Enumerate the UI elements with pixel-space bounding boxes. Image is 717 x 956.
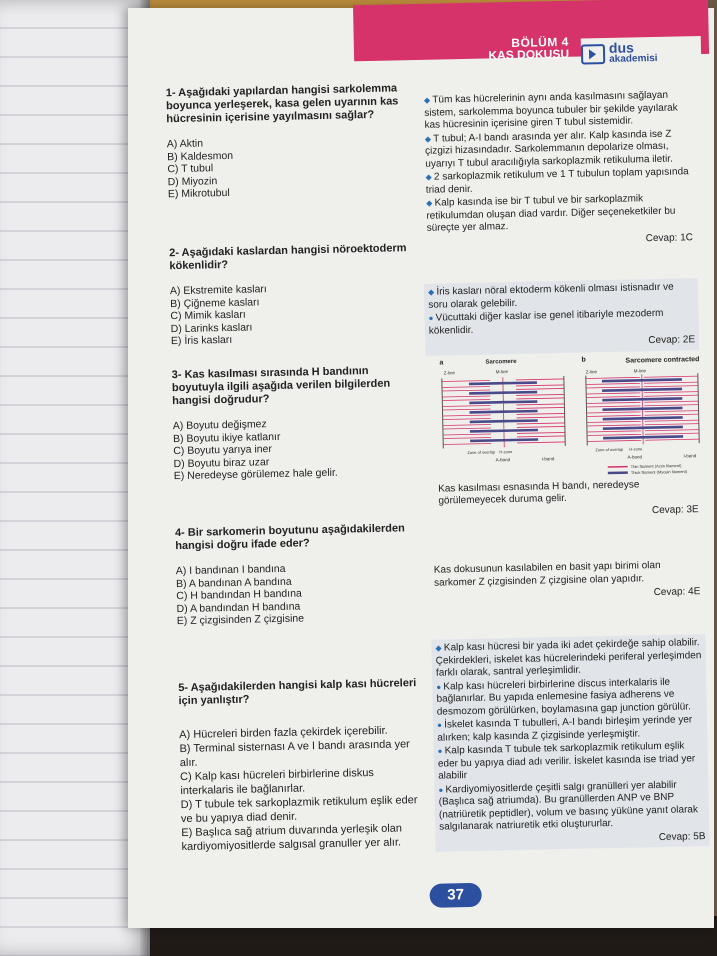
- thin-filament: [442, 387, 490, 388]
- thin-filament: [586, 402, 640, 403]
- thin-filament: [587, 412, 641, 413]
- z-line: [442, 379, 443, 449]
- thin-filament: [645, 430, 699, 431]
- option: E) Mikrotubul: [167, 186, 230, 201]
- question-2: [169, 242, 421, 348]
- legend-thick-label: Thick filament (Myosin filament): [630, 468, 688, 476]
- thick-filament: [470, 430, 538, 431]
- answer-key: Cevap: 5B: [658, 830, 706, 843]
- thick-filament: [603, 408, 683, 410]
- answer-line: ◆ Tüm kas hücrelerinin aynı anda kasılmasını sağlayan sistem, sarkolemma boyunca tubuler bir şekilde yayılarak kas hücresinin içerisine giren T tubul sistemidir.: [424, 89, 691, 132]
- sarcomere-diagram: [435, 351, 708, 487]
- answer-1: [420, 86, 697, 253]
- thin-filament: [442, 396, 490, 397]
- m-line-label-b: M-line: [633, 368, 647, 374]
- thin-filament: [586, 383, 640, 384]
- thick-filament: [603, 417, 683, 419]
- play-icon: [581, 44, 605, 64]
- question-title: 2- Aşağıdaki kaslardan hangisi nöroektoderm kökenlidir?: [169, 242, 407, 273]
- thin-filament: [644, 382, 698, 383]
- thick-filament: [602, 379, 682, 381]
- thin-filament: [516, 407, 564, 408]
- sarcomere-relaxed: [442, 376, 565, 449]
- answer-line: ● Kalp kasında T tubule tek sarkoplazmik retikulum eşlik eder bu yapıya diad adı verilir. İskelet kasında ise triad yer alabilir: [438, 740, 705, 783]
- z-line-label-b: Z-line: [585, 369, 598, 375]
- thin-filament: [443, 437, 491, 438]
- question-title: 4- Bir sarkomerin boyutunu aşağıdakilerden hangisi doğru ifade eder?: [174, 522, 405, 553]
- sarcomere-contracted: [586, 373, 699, 445]
- thin-filament: [644, 392, 698, 393]
- thin-filament: [645, 411, 699, 412]
- logo-bottom: akademisi: [609, 52, 658, 65]
- thin-filament: [517, 436, 565, 437]
- thin-filament: [586, 396, 640, 397]
- thin-filament: [645, 420, 699, 421]
- thin-filament: [443, 418, 491, 419]
- answer-key: Cevap: 1C: [645, 231, 694, 244]
- thick-filament: [469, 402, 537, 403]
- answer-key: Cevap: 2E: [648, 334, 696, 347]
- thin-filament: [517, 413, 565, 414]
- thin-filament: [517, 442, 565, 443]
- thin-filament: [443, 424, 491, 425]
- thick-filament: [470, 421, 538, 422]
- option: D) Boyutu biraz uzar: [173, 455, 270, 470]
- option: C) Boyutu yarıya iner: [173, 443, 273, 458]
- question-title: 1- Aşağıdaki yapılardan hangisi sarkolemma boyunca yerleşerek, kasa gelen uyarının kas hücresinin içerisine yayılmasını sağlar?: [165, 82, 399, 126]
- thin-filament: [517, 417, 565, 418]
- thick-filament: [602, 389, 682, 391]
- option: A) Hücreleri birden fazla çekirdek içerebilir.: [179, 724, 388, 742]
- option: B) Boyutu ikiye katlanır: [172, 430, 281, 445]
- thick-filament: [469, 392, 537, 393]
- thin-filament: [443, 415, 491, 416]
- z-line: [698, 373, 699, 443]
- option: A) Boyutu değişmez: [172, 418, 267, 433]
- thin-filament: [516, 404, 564, 405]
- chapter-subject: KAS DOKUSU: [488, 46, 570, 63]
- thick-filament: [603, 436, 683, 438]
- thin-filament: [516, 388, 564, 389]
- overlap-label-a: Zone of overlap: [467, 449, 496, 455]
- thin-filament: [517, 423, 565, 424]
- z-line: [564, 376, 565, 446]
- option: A) Ekstremite kasları: [169, 283, 267, 298]
- thick-filament: [470, 440, 538, 441]
- answer-line: ◆ Kalp kası hücresi bir yada iki adet çekirdeğe sahip olabilir. Çekirdekleri, iskelet kas hücrelerindeki periferal yerleşimden farklı olarak, santral yerleşimlidir.: [435, 637, 702, 680]
- answer-text: Kas kasılması esnasında H bandı, neredeyse görülemeyecek duruma gelir.: [438, 479, 640, 507]
- z-line: [586, 375, 587, 445]
- option: D) Larinks kasları: [170, 320, 253, 335]
- thin-filament: [442, 381, 490, 382]
- thin-filament: [644, 405, 698, 406]
- option: D) T tubule tek sarkoplazmik retikulum eşlik eder ve bu yapıya diad denir.: [180, 794, 418, 826]
- answer-text: Kas dokusunun kasılabilen en basit yapı birimi olan sarkomer Z çizgisinden Z çizgisine olan yapıdır.: [433, 559, 661, 589]
- thin-filament: [587, 431, 641, 432]
- answer-line: ◆ 2 sarkoplazmik retikulum ve 1 T tubulun toplam yapısında triad denir.: [425, 166, 691, 197]
- thin-filament: [442, 390, 490, 391]
- h-zone-label-b: H-zone: [629, 446, 643, 452]
- a-band-label-b: A-band: [627, 454, 643, 460]
- answer-3: [438, 478, 699, 521]
- thin-filament: [516, 385, 564, 386]
- answer-line: ● İskelet kasında T tubulleri, A-I bandı birleşim yerinde yer alırken; kalp kasında Z çizgisinde yerleşmiştir.: [437, 714, 703, 745]
- option: B) Kaldesmon: [166, 149, 234, 163]
- thin-filament: [587, 440, 641, 441]
- thin-filament: [586, 393, 640, 394]
- thin-filament: [516, 379, 564, 380]
- answer-key: Cevap: 3E: [651, 504, 699, 517]
- panel-a-label: a: [439, 359, 444, 367]
- thin-filament: [644, 386, 698, 387]
- thin-filament: [644, 401, 698, 402]
- option: E) Neredeyse görülemez hale gelir.: [173, 466, 338, 483]
- panel-b-label: b: [581, 356, 586, 364]
- option: E) Başlıca sağ atrium duvarında yerleşik olan kardiyomiyositlerde salgısal granuller yer alır.: [181, 822, 403, 854]
- thin-filament: [517, 426, 565, 427]
- option: C) T tubul: [167, 162, 214, 176]
- page-content: [128, 0, 717, 928]
- question-5: [178, 677, 432, 854]
- option: C) Kalp kası hücreleri birbirlerine diskus interkalaris ile bağlanırlar.: [179, 767, 374, 798]
- thin-filament: [587, 421, 641, 422]
- thin-filament: [443, 428, 491, 429]
- thin-filament: [443, 443, 491, 444]
- answer-4: [430, 556, 705, 607]
- thin-filament: [644, 395, 698, 396]
- thin-filament: [645, 433, 699, 434]
- option: C) H bandından H bandına: [176, 587, 302, 603]
- question-title: 5- Aşağıdakilerden hangisi kalp kası hücreleri için yanlıştır?: [178, 677, 417, 708]
- thin-filament: [587, 425, 641, 426]
- option: B) Çiğneme kasları: [170, 295, 260, 310]
- thin-filament: [586, 406, 640, 407]
- thin-filament: [442, 405, 490, 406]
- answer-line: ● Vücuttaki diğer kaslar ise genel itibariyle mezoderm kökenlidir.: [428, 307, 694, 338]
- thick-filament: [470, 411, 538, 412]
- answer-2: [424, 278, 699, 355]
- thin-filament: [442, 409, 490, 410]
- answer-5: [431, 634, 709, 852]
- option: A) Aktin: [166, 137, 204, 151]
- thin-filament: [644, 376, 698, 377]
- thin-filament: [645, 439, 699, 440]
- thin-filament: [645, 424, 699, 425]
- thin-filament: [586, 377, 640, 378]
- panel-b-title: Sarcomere contracted: [625, 356, 700, 365]
- thin-filament: [517, 432, 565, 433]
- option: E) Z çizgisinden Z çizgisine: [176, 612, 305, 628]
- option: A) I bandınan I bandına: [175, 562, 286, 578]
- m-line-label-a: M-line: [495, 369, 509, 375]
- thin-filament: [516, 398, 564, 399]
- publisher-logo: [581, 36, 702, 71]
- thin-filament: [442, 399, 490, 400]
- answer-key: Cevap: 4E: [653, 586, 701, 599]
- i-band-label-b: I-band: [683, 453, 697, 459]
- i-band-label-a: I-band: [541, 456, 555, 462]
- thick-filament: [469, 383, 537, 384]
- h-zone-label-a: H-zone: [499, 449, 513, 455]
- option: C) Mimik kasları: [170, 308, 246, 323]
- option: D) Miyozin: [167, 174, 218, 188]
- thin-filament: [587, 415, 641, 416]
- question-4: [175, 522, 427, 628]
- answer-line: ◆ T tubul; A-I bandı arasında yer alır. Kalp kasında ise Z çizgizi hizasındadır. Sarkolemmanın depolarize olması, uyarıyı T tubul aracılığıyla sarkoplazmik retikuluma iletir.: [425, 128, 692, 171]
- thin-filament: [516, 394, 564, 395]
- panel-a-title: Sarcomere: [485, 358, 517, 366]
- answer-line: ● Kardiyomiyositlerde çeşitli salgı granülleri yer alabilir (Başlıca sağ atriumda). Bu granüllerden ANP ve BNP (natriüretik peptidler), volum ve basınç yüküne yanıt olarak salgılanarak natriuretik etki oluştururlar.: [438, 779, 705, 835]
- thin-filament: [587, 434, 641, 435]
- chapter-number: BÖLÜM 4: [511, 34, 569, 50]
- thick-filament: [602, 398, 682, 400]
- option: E) İris kasları: [170, 333, 233, 348]
- page-number: 37: [429, 883, 481, 908]
- option: D) A bandından H bandına: [176, 600, 301, 615]
- question-1: [166, 82, 418, 201]
- option: B) A bandınan A bandına: [175, 575, 292, 590]
- answer-line: ● Kalp kası hücreleri birbirlerine discus interkalaris ile bağlanırlar. Bu yapıda enlemesine fasiya adherens ve desmozom görülürken, boylamasına gap junction görülür.: [436, 676, 703, 719]
- a-band-label-a: A-band: [495, 457, 511, 463]
- thin-filament: [586, 387, 640, 388]
- thin-filament: [443, 434, 491, 435]
- thick-filament: [603, 427, 683, 429]
- logo-top: dus: [608, 39, 634, 56]
- z-line-label-a: Z-line: [443, 370, 456, 376]
- answer-line: ◆ Kalp kasında ise bir T tubul ve bir sarkoplazmik retikulumdan oluşan diad vardır. Diğer seçeneketkiler bu süreçte yer almaz.: [426, 192, 693, 235]
- answer-line: ◆ İris kasları nöral ektoderm kökenli olması istisnadır ve soru olarak gelebilir.: [428, 281, 694, 312]
- thin-filament: [645, 414, 699, 415]
- question-3: [172, 364, 424, 483]
- legend-thin-label: Thin filament (Actin filament): [630, 463, 682, 470]
- overlap-label-b: Zone of overlap: [595, 446, 624, 453]
- question-title: 3- Kas kasılması sırasında H bandının boyutuyla ilgili aşağıda verilen bilgilerden hangisi doğrudur?: [171, 365, 391, 408]
- option: B) Terminal sisternası A ve I bandı arasında yer alır.: [179, 738, 410, 770]
